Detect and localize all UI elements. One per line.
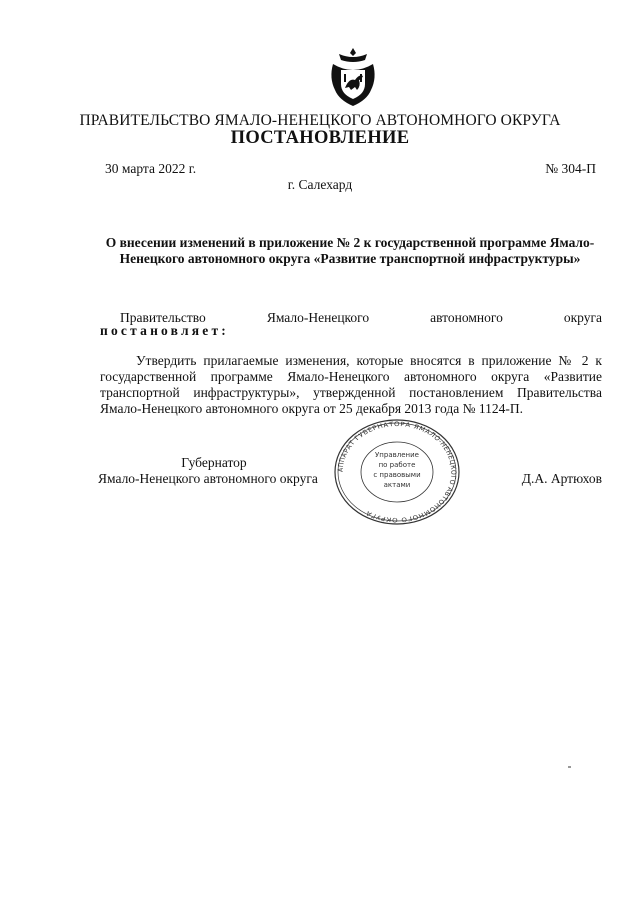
signature-title: Губернатор bbox=[181, 455, 247, 470]
stamp-center-line: по работе bbox=[378, 461, 416, 469]
intro-word: Ямало-Ненецкого bbox=[266, 310, 370, 325]
signature-name: Д.А. Артюхов bbox=[521, 471, 602, 486]
document-number: № 304-П bbox=[545, 161, 596, 176]
signature-title-region: Ямало-Ненецкого автономного округа bbox=[98, 471, 318, 486]
stamp-center-line: актами bbox=[383, 481, 411, 489]
intro-word: автономного bbox=[430, 310, 503, 325]
body-paragraph: Утвердить прилагаемые изменения, которые вносятся в приложение № 2 к государственной программе Ямало-Ненецкого автономного округа «Развитие транспортной инфраструктуры», утвержденной постановлением Правительства Ямало-Ненецкого автономного округа от 25 декабря 2013 года № 1124-П. bbox=[100, 353, 602, 416]
scan-speck bbox=[568, 766, 571, 768]
document-type: ПОСТАНОВЛЕНИЕ bbox=[230, 128, 410, 148]
stamp-center-line: Управление bbox=[375, 451, 419, 459]
intro-word: округа bbox=[563, 310, 602, 325]
stamp-center-line: с правовыми bbox=[373, 471, 421, 479]
document-city: г. Салехард bbox=[287, 177, 353, 192]
document-date: 30 марта 2022 г. bbox=[105, 161, 197, 176]
intro-word: Правительство bbox=[120, 310, 206, 325]
stamp-ring-text: АППАРАТ ГУБЕРНАТОРА ЯМАЛО-НЕНЕЦКОГО АВТОНОМНОГО ОКРУГА bbox=[336, 420, 458, 524]
document-subject: О внесении изменений в приложение № 2 к государственной программе Ямало-Ненецкого автономного округа «Развитие транспортной инфраструктуры» bbox=[105, 235, 595, 266]
resolve-word: постановляет: bbox=[100, 323, 229, 338]
government-title: ПРАВИТЕЛЬСТВО ЯМАЛО-НЕНЕЦКОГО АВТОНОМНОГО ОКРУГА bbox=[79, 112, 561, 129]
official-stamp bbox=[330, 418, 464, 526]
coat-of-arms-icon bbox=[329, 46, 377, 108]
